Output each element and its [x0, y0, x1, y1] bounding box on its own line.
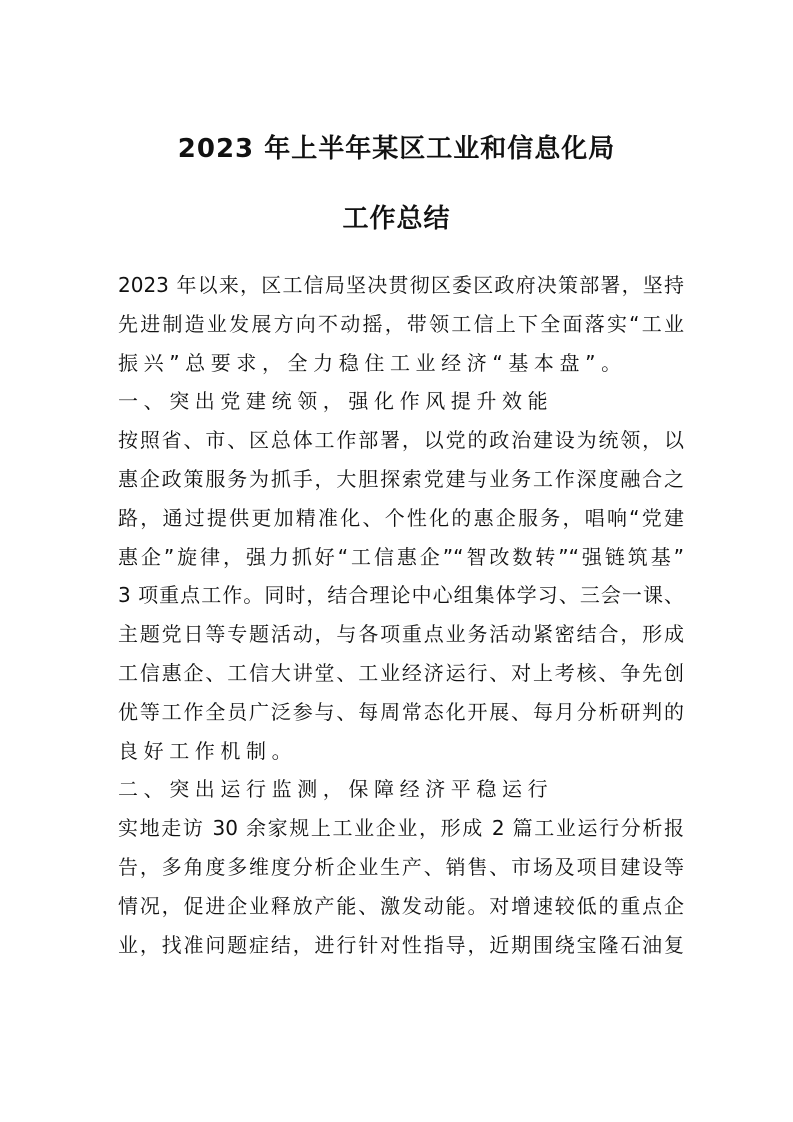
text-line: 振兴”总要求，全力稳住工业经济“基本盘”。 [118, 350, 627, 375]
text-line: 业，找准问题症结，进行针对性指导，近期围绕宝隆石油复 [118, 932, 684, 957]
text-line: 先进制造业发展方向不动摇，带领工信上下全面落实“工业 [118, 311, 684, 336]
text-line: 良好工作机制。 [118, 738, 298, 763]
text-line: 实地走访 30 余家规上工业企业，形成 2 篇工业运行分析报 [118, 816, 684, 841]
text-line: 告，多角度多维度分析企业生产、销售、市场及项目建设等 [118, 854, 684, 879]
text-line: 路，通过提供更加精准化、个性化的惠企服务，唱响“党建 [118, 505, 684, 530]
text-line: 按照省、市、区总体工作部署，以党的政治建设为统领，以 [118, 428, 684, 453]
text-line: 3 项重点工作。同时，结合理论中心组集体学习、三会一课、 [118, 583, 684, 608]
text-line: 优等工作全员广泛参与、每周常态化开展、每月分析研判的 [118, 699, 684, 724]
text-line: 主题党日等专题活动，与各项重点业务活动紧密结合，形成 [118, 622, 684, 647]
text-line: 工信惠企、工信大讲堂、工业经济运行、对上考核、争先创 [118, 660, 684, 685]
section-heading-2: 二、突出运行监测，保障经济平稳运行 [118, 777, 554, 802]
document-body [118, 270, 684, 968]
text-line: 惠企政策服务为抓手，大胆探索党建与业务工作深度融合之 [118, 466, 684, 491]
text-line: 情况，促进企业释放产能、激发动能。对增速较低的重点企 [118, 893, 684, 918]
document-title-line-1: 2023 年上半年某区工业和信息化局 [177, 134, 616, 164]
text-line: 2023 年以来，区工信局坚决贯彻区委区政府决策部署，坚持 [118, 273, 684, 297]
document-title-line-2: 工作总结 [342, 204, 451, 234]
section-heading-1: 一、突出党建统领，强化作风提升效能 [118, 389, 554, 414]
text-line: 惠企”旋律，强力抓好“工信惠企”“智改数转”“强链筑基” [118, 544, 684, 569]
